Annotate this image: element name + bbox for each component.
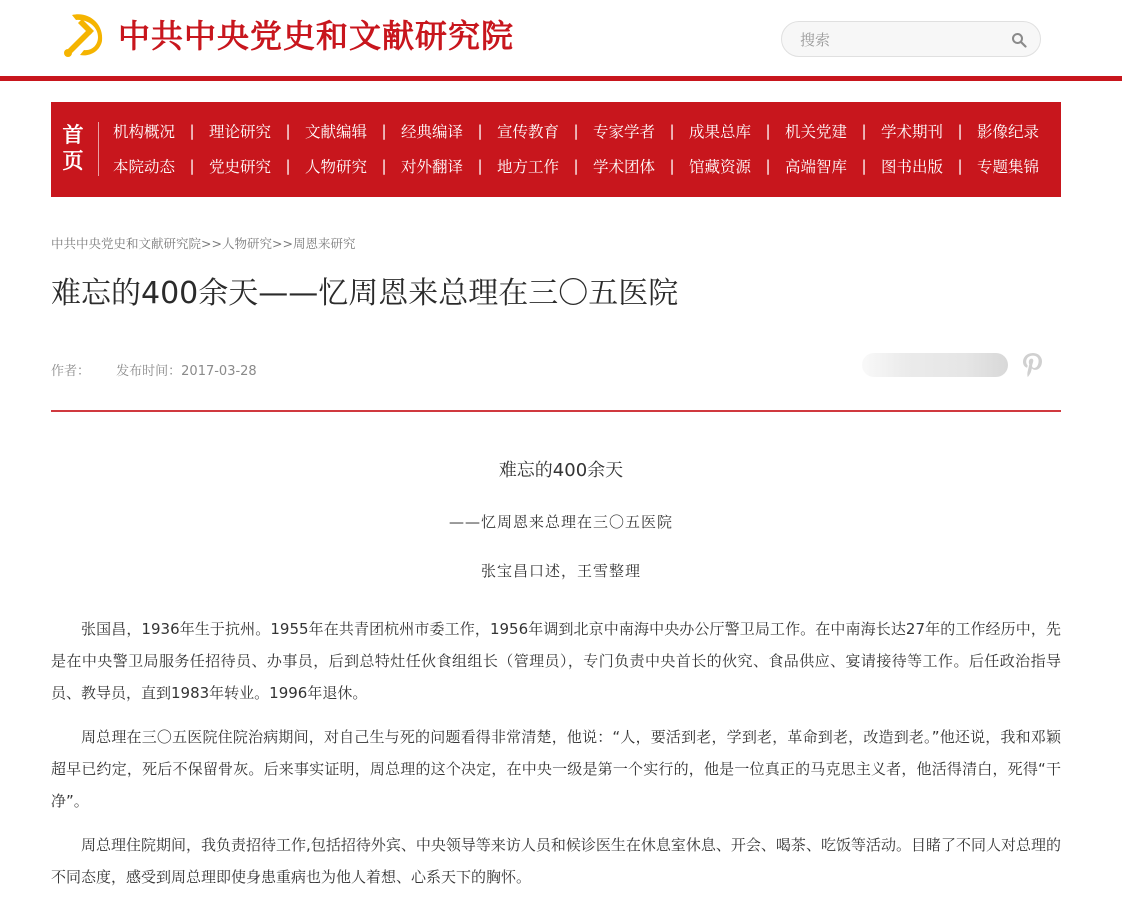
nav-item-translation[interactable]: 对外翻译	[400, 158, 463, 176]
site-logo[interactable]	[58, 6, 514, 62]
nav-home-char-1: 首	[62, 122, 84, 147]
search-box	[781, 21, 1041, 57]
nav-row-1	[111, 120, 1061, 142]
nav-item-achievements[interactable]: 成果总库	[688, 123, 751, 141]
nav-separator: |	[861, 157, 867, 175]
nav-divider	[98, 122, 99, 176]
nav-item-journals[interactable]: 学术期刊	[880, 123, 943, 141]
nav-separator: |	[381, 157, 387, 175]
nav-item-education[interactable]: 宣传教育	[496, 123, 559, 141]
author-label: 作者：	[51, 364, 91, 379]
nav-item-documents[interactable]: 文献编辑	[304, 123, 367, 141]
main-nav	[51, 102, 1061, 197]
nav-item-institution[interactable]: 机构概况	[112, 123, 175, 141]
nav-separator: |	[477, 122, 483, 140]
breadcrumb	[51, 234, 355, 252]
breadcrumb-home[interactable]: 中共中央党史和文献研究院	[51, 236, 202, 251]
article-meta	[51, 360, 279, 379]
nav-item-news[interactable]: 本院动态	[112, 158, 175, 176]
header-divider	[0, 76, 1122, 81]
nav-item-groups[interactable]: 学术团体	[592, 158, 655, 176]
breadcrumb-figures[interactable]: 人物研究	[221, 236, 272, 251]
nav-item-experts[interactable]: 专家学者	[592, 123, 655, 141]
article-body	[51, 613, 1061, 905]
nav-item-topics[interactable]: 专题集锦	[976, 158, 1039, 176]
nav-separator: |	[285, 157, 291, 175]
nav-separator: |	[957, 122, 963, 140]
nav-item-classics[interactable]: 经典编译	[400, 123, 463, 141]
pinterest-icon[interactable]	[1019, 350, 1047, 378]
nav-separator: |	[381, 122, 387, 140]
breadcrumb-separator: >>	[271, 236, 293, 251]
nav-separator: |	[477, 157, 483, 175]
breadcrumb-separator: >>	[201, 236, 222, 251]
nav-separator: |	[861, 122, 867, 140]
nav-item-party-building[interactable]: 机关党建	[784, 123, 847, 141]
nav-home[interactable]	[61, 122, 85, 174]
nav-home-char-2: 页	[62, 148, 84, 173]
nav-separator: |	[189, 122, 195, 140]
nav-item-video[interactable]: 影像纪录	[976, 123, 1039, 141]
site-header	[0, 0, 1122, 76]
nav-item-theory[interactable]: 理论研究	[208, 123, 271, 141]
article-subheading: ——忆周恩来总理在三〇五医院	[448, 513, 673, 531]
article-paragraph: 张国昌，1936年生于抗州。1955年在共青团杭州市委工作，1956年调到北京中南海中央办公厅警卫局工作。在中南海长达27年的工作经历中，先是在中央警卫局服务任招待员、办事员，后到总特灶任伙食组组长（管理员），专门负责中央首长的伙究、食品供应、宴请接待等工作。后任政治指导员、教导员，直到1983年转业。1996年退休。	[51, 620, 1061, 702]
nav-item-publishing[interactable]: 图书出版	[880, 158, 943, 176]
nav-separator: |	[765, 122, 771, 140]
site-name: 中共中央党史和文献研究院	[118, 17, 515, 55]
article-paragraph: 周总理在三〇五医院住院治病期间，对自己生与死的问题看得非常清楚，他说：“人，要活到老，学到老，革命到老，改造到老。”他还说，我和邓颖超早已约定，死后不保留骨灰。后来事实证明，周总理的这个决定，在中央一级是第一个实行的，他是一位真正的马克思主义者，他活得清白，死得“干净”。	[51, 728, 1061, 810]
article-byline: 张宝昌口述，王雪整理	[480, 562, 641, 580]
nav-item-figures[interactable]: 人物研究	[304, 158, 367, 176]
nav-item-think-tank[interactable]: 高端智库	[784, 158, 847, 176]
nav-separator: |	[189, 157, 195, 175]
article-title: 难忘的400余天——忆周恩来总理在三〇五医院	[51, 276, 679, 311]
nav-separator: |	[765, 157, 771, 175]
search-icon[interactable]	[1011, 32, 1027, 48]
nav-row-2	[111, 155, 1061, 177]
breadcrumb-zhou-enlai[interactable]: 周恩来研究	[292, 236, 356, 251]
party-emblem-icon	[58, 7, 112, 61]
nav-item-collections[interactable]: 馆藏资源	[688, 158, 751, 176]
article-paragraph: 周总理住院期间，我负责招待工作,包括招待外宾、中央领导等来访人员和候诊医生在休息室休息、开会、喝茶、吃饭等活动。目睹了不同人对总理的不同态度，感受到周总理即使身患重病也为他人着想、心系天下的胸怀。	[51, 836, 1061, 886]
search-input[interactable]	[800, 28, 1000, 52]
publish-date: 发布时间：2017-03-28	[116, 364, 257, 379]
nav-separator: |	[573, 122, 579, 140]
nav-separator: |	[957, 157, 963, 175]
nav-separator: |	[285, 122, 291, 140]
nav-separator: |	[669, 157, 675, 175]
nav-separator: |	[669, 122, 675, 140]
share-buttons[interactable]	[862, 353, 1008, 377]
article-heading: 难忘的400余天	[498, 460, 624, 481]
nav-item-party-history[interactable]: 党史研究	[208, 158, 271, 176]
title-divider	[51, 410, 1061, 412]
nav-separator: |	[573, 157, 579, 175]
nav-item-local[interactable]: 地方工作	[496, 158, 559, 176]
